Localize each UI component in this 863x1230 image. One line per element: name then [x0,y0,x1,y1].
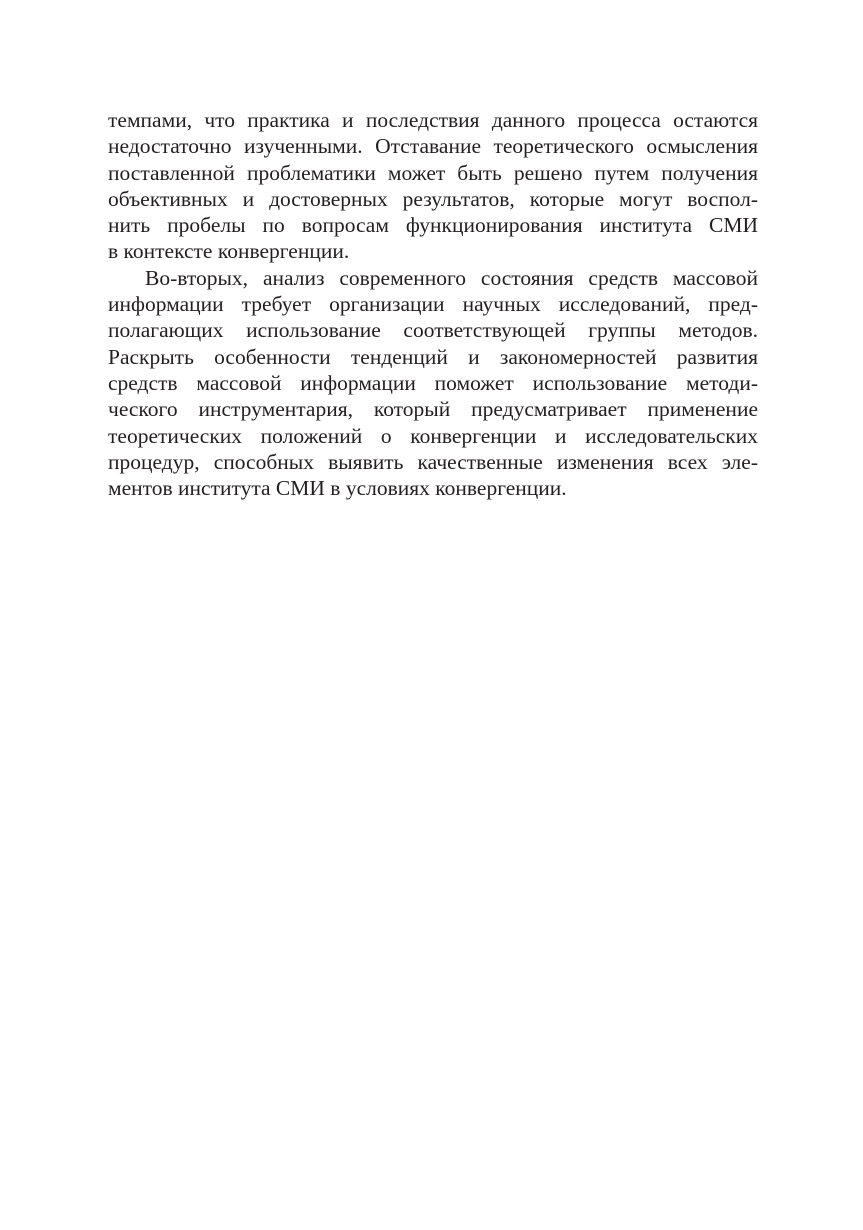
text-line: Раскрыть особенности тенденций и закономерностей развития [108,344,758,369]
text-line: Во-вторых, анализ современного состояния средств массовой [145,265,758,290]
body-text [108,107,758,501]
paragraph-1 [108,107,758,265]
text-line: процедур, способных выявить качественные изменения всех эле- [108,449,758,474]
text-line: в контексте конвергенции. [108,239,350,264]
text-line: нить пробелы по вопросам функционирования института СМИ [108,213,758,238]
text-line: информации требует организации научных исследований, пред- [108,292,758,317]
paragraph-2 [108,265,758,502]
text-line: полагающих использование соответствующей группы методов. [108,318,758,343]
text-line: объективных и достоверных результатов, которые могут воспол- [108,186,758,211]
text-line: поставленной проблематики может быть решено путем получения [108,160,758,185]
text-line: ческого инструментария, который предусматривает применение [108,397,758,422]
text-line: средств массовой информации поможет использование методи- [108,370,758,395]
text-line: теоретических положений о конвергенции и исследовательских [108,423,758,448]
text-line: темпами, что практика и последствия данного процесса остаются [108,108,758,132]
text-line: недостаточно изученными. Отставание теоретического осмысления [108,134,758,159]
text-line: ментов института СМИ в условиях конвергенции. [108,476,567,501]
